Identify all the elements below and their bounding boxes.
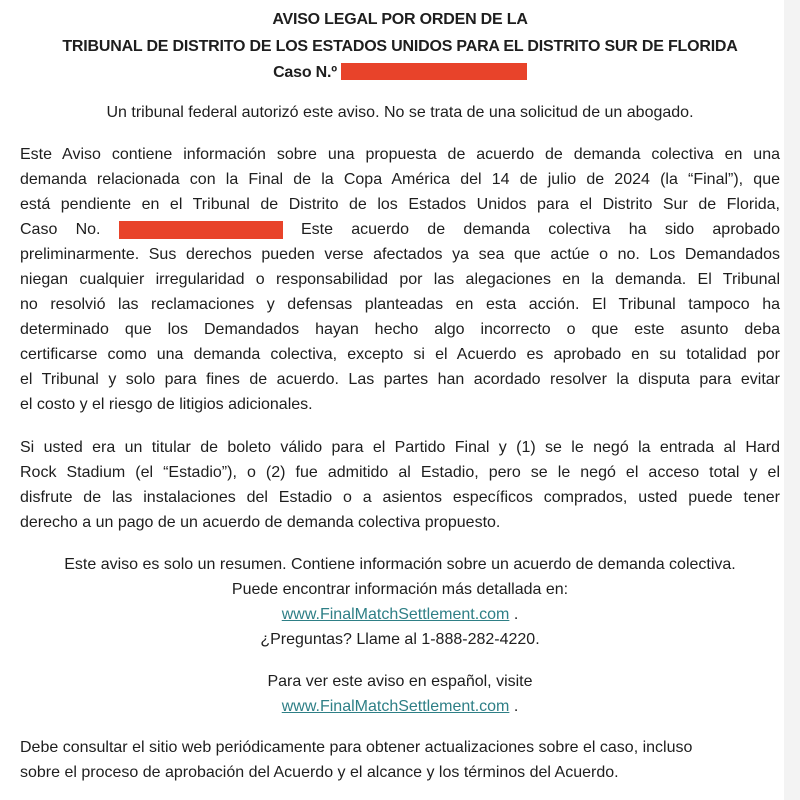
- case-prefix: Caso No.: [20, 221, 101, 238]
- text-line: Si usted era un titular de boleto válido para el Partido Final y (1) se le negó la entrada al Hard: [20, 439, 780, 456]
- redacted-case-number: [119, 221, 283, 239]
- text-line: certificarse como una demanda colectiva, excepto si el Acuerdo es aprobado en su totalidad por: [20, 346, 780, 363]
- header-line-2: TRIBUNAL DE DISTRITO DE LOS ESTADOS UNIDOS PARA EL DISTRITO SUR DE FLORIDA: [62, 37, 738, 55]
- case-label: Caso N.º: [273, 64, 337, 81]
- spanish-line: Para ver este aviso en español, visite: [267, 673, 533, 690]
- spanish-block: [20, 669, 780, 719]
- tagline: Un tribunal federal autorizó este aviso. No se trata de una solicitud de un abogado.: [106, 104, 694, 121]
- text-line: preliminarmente. Sus derechos pueden verse afectados ya sea que actúe o no. Los Demandados: [20, 246, 780, 263]
- text-line: el Tribunal y solo para fines de acuerdo. Las partes han acordado resolver la disputa para evitar: [20, 371, 780, 388]
- text-line: determinado que los Demandados hayan hecho algo incorrecto o que este asunto deba: [20, 321, 780, 338]
- summary-line-1: Este aviso es solo un resumen. Contiene información sobre un acuerdo de demanda colectiva.: [64, 556, 736, 573]
- redacted-case-number: [341, 63, 527, 80]
- text-line: no resolvió las reclamaciones y defensas planteadas en esta acción. El Tribunal tampoco ha: [20, 296, 780, 313]
- summary-link-line: [20, 602, 780, 627]
- paragraph-eligibility: [20, 435, 780, 535]
- case-number-line: [20, 60, 780, 87]
- link-suffix: .: [509, 698, 519, 715]
- text-line: sobre el proceso de aprobación del Acuerdo y el alcance y los términos del Acuerdo.: [20, 764, 619, 781]
- text-line: Este Aviso contiene información sobre una propuesta de acuerdo de demanda colectiva en una: [20, 146, 780, 163]
- link-suffix: .: [509, 606, 519, 623]
- notice-header: [20, 7, 780, 87]
- text-line: el costo y el riesgo de litigios adicionales.: [20, 396, 313, 413]
- text-line: Debe consultar el sitio web periódicamente para obtener actualizaciones sobre el caso, incluso: [20, 739, 693, 756]
- text-line: disfrute de las instalaciones del Estadio o a asientos específicos comprados, usted puede tener: [20, 489, 780, 506]
- text-line: demanda relacionada con la Final de la Copa América del 14 de julio de 2024 (la “Final”), que: [20, 171, 780, 188]
- settlement-website-link[interactable]: www.FinalMatchSettlement.com: [281, 606, 510, 623]
- text-line: está pendiente en el Tribunal de Distrito de los Estados Unidos para el Distrito Sur de Florida,: [20, 196, 780, 213]
- paragraph-settlement-info: [20, 142, 780, 417]
- text-line: niegan cualquier irregularidad o responsabilidad por las alegaciones en la demanda. El Tribunal: [20, 271, 780, 288]
- header-line-1: AVISO LEGAL POR ORDEN DE LA: [272, 11, 528, 28]
- scrollbar-track: [784, 0, 800, 800]
- text-line: derecho a un pago de un acuerdo de demanda colectiva propuesto.: [20, 514, 501, 531]
- phone-line: ¿Preguntas? Llame al 1-888-282-4220.: [260, 631, 540, 648]
- text-line: Rock Stadium (el “Estadio”), o (2) fue admitido al Estadio, pero se le negó el acceso total y el: [20, 464, 780, 481]
- settlement-website-link[interactable]: www.FinalMatchSettlement.com: [281, 698, 510, 715]
- summary-block: [20, 552, 780, 652]
- case-suffix: Este acuerdo de demanda colectiva ha sido aprobado: [301, 221, 781, 238]
- case-line: [20, 217, 780, 242]
- closing-paragraph: [20, 735, 780, 785]
- spanish-link-line: [20, 694, 780, 719]
- summary-line-2: Puede encontrar información más detallada en:: [231, 581, 569, 598]
